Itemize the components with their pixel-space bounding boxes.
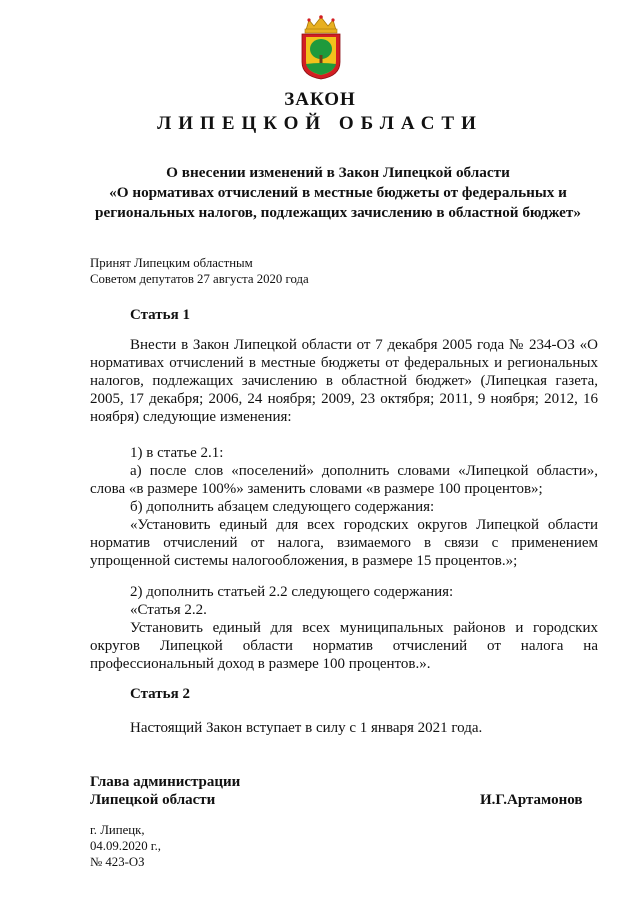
- signature-title-line-1: Глава администрации: [90, 774, 241, 790]
- footer-city: г. Липецк,: [90, 823, 145, 837]
- item-1b-quote: «Установить единый для всех городских округов Липецкой области норматив отчислений от налога, взимаемого в связи с применением упрощенной системы налогообложения, в размере 15 процентов.»;: [90, 517, 598, 569]
- signature-title-line-2: Липецкой области: [90, 792, 216, 808]
- law-subject: [86, 163, 590, 223]
- subject-line-2: «О нормативах отчислений в местные бюджеты от федеральных и региональных налогов, подлежащих зачислению в областной бюджет»: [95, 184, 581, 221]
- item-1a: а) после слов «поселений» дополнить словами «Липецкой области», слова «в размере 100%» заменить словами «в размере 100 процентов»;: [90, 463, 598, 497]
- item-1: 1) в статье 2.1:: [130, 445, 224, 461]
- region-title: ЛИПЕЦКОЙ ОБЛАСТИ: [157, 113, 483, 134]
- adoption-line-1: Принят Липецким областным: [90, 256, 253, 270]
- document-footer: [90, 822, 161, 870]
- item-2-title: «Статья 2.2.: [130, 602, 207, 618]
- law-title: ЗАКОН: [284, 89, 356, 110]
- item-2-text: Установить единый для всех муниципальных районов и городских округов Липецкой области норматив отчислений от налога на профессиональный доход в размере 100 процентов.».: [90, 620, 598, 672]
- subject-line-1: О внесении изменений в Закон Липецкой области: [166, 164, 510, 181]
- item-1b: б) дополнить абзацем следующего содержания:: [130, 499, 435, 515]
- footer-date: 04.09.2020 г.,: [90, 839, 161, 853]
- article-1-intro: Внести в Закон Липецкой области от 7 декабря 2005 года № 234-ОЗ «О нормативах отчислений в местные бюджеты от федеральных и региональных налогов, подлежащих зачислению в областной бюджет» (Липецкая газета, 2005, 17 декабря; 2006, 24 ноября; 2009, 23 октября; 2011, 9 ноября; 2012, 16 ноября) следующие изменения:: [90, 337, 598, 425]
- article-1-heading: Статья 1: [130, 307, 190, 323]
- coat-of-arms-icon: [296, 14, 346, 80]
- article-2-text: Настоящий Закон вступает в силу с 1 января 2021 года.: [130, 720, 483, 736]
- signatory-name: И.Г.Артамонов: [480, 792, 583, 808]
- adoption-note: [90, 255, 309, 287]
- footer-number: № 423-ОЗ: [90, 855, 145, 869]
- adoption-line-2: Советом депутатов 27 августа 2020 года: [90, 272, 309, 286]
- item-2: 2) дополнить статьей 2.2 следующего содержания:: [130, 584, 454, 600]
- signature-title: [90, 773, 240, 809]
- article-2-heading: Статья 2: [130, 686, 190, 702]
